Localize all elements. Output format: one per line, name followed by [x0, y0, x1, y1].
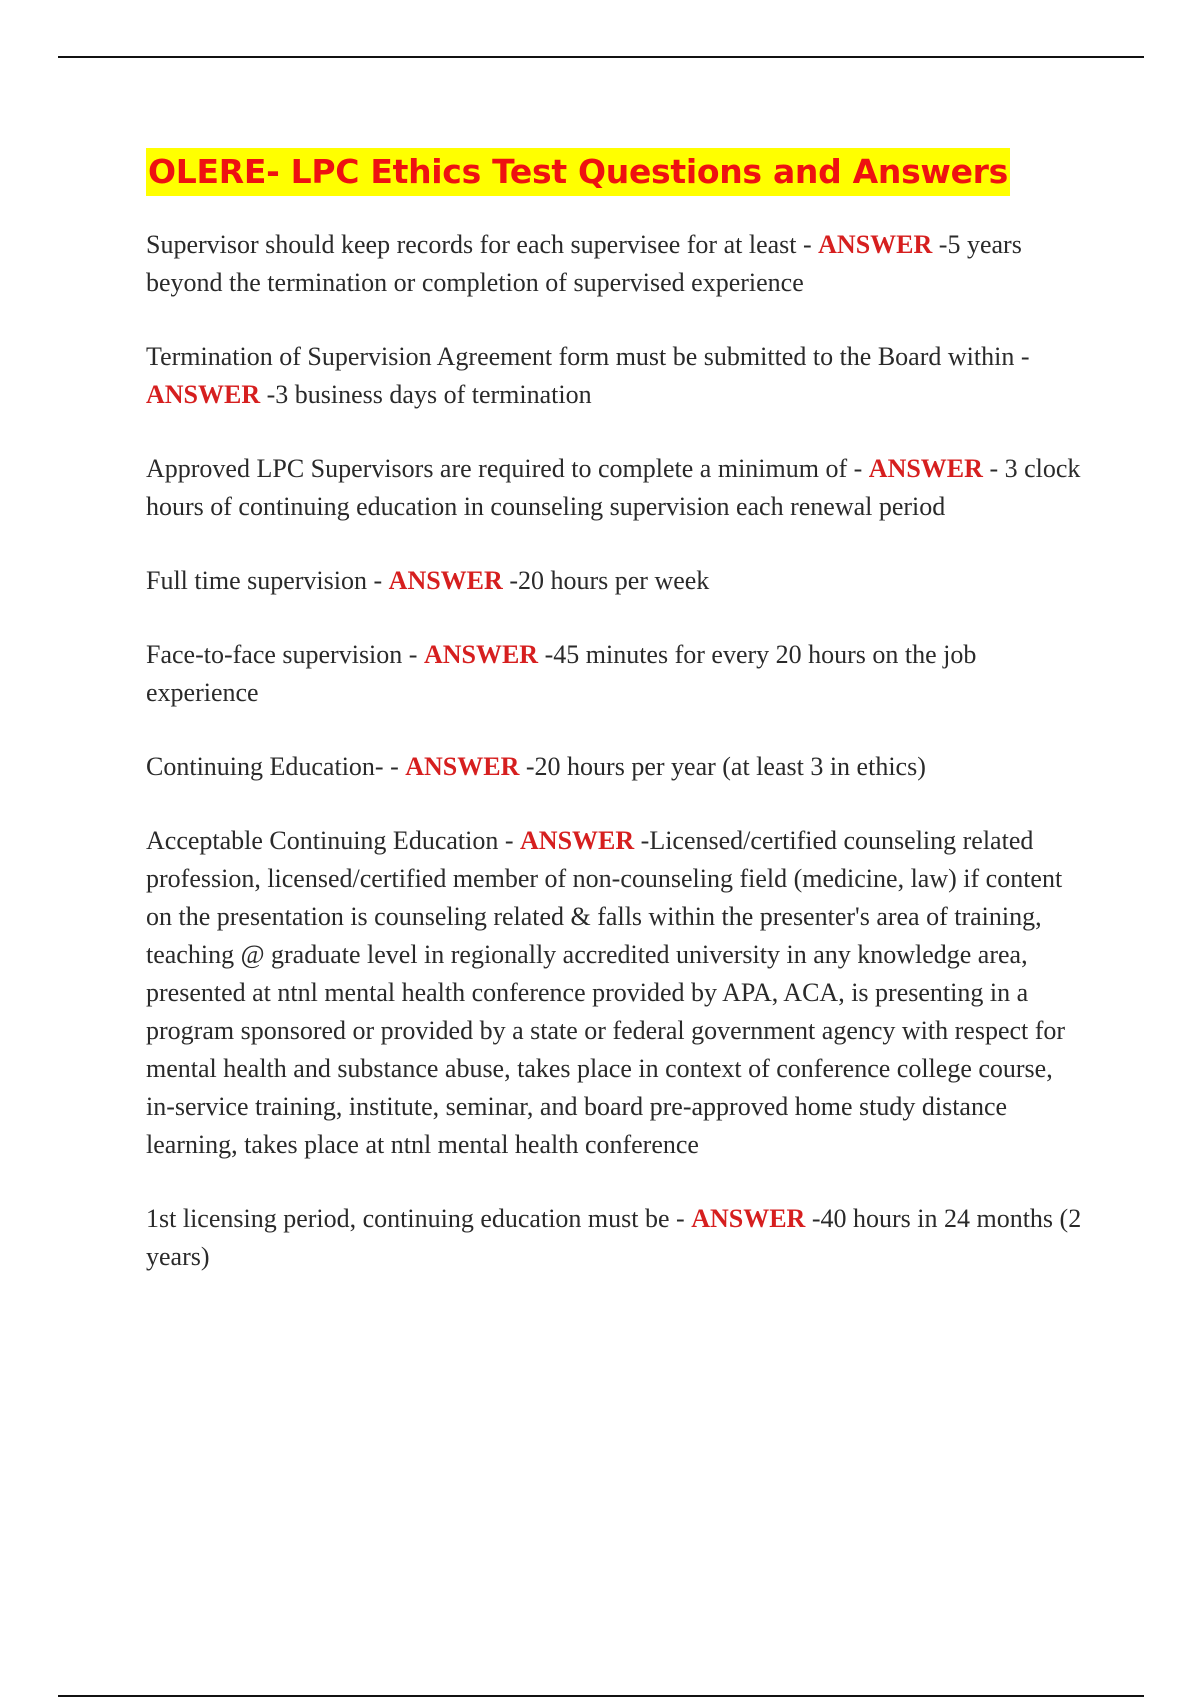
top-divider [58, 56, 1144, 58]
answer-label: ANSWER [146, 380, 261, 409]
answer-text: -20 hours per week [502, 566, 710, 595]
question-text: Continuing Education- - [146, 752, 406, 781]
question-text: 1st licensing period, continuing education must be - [146, 1204, 692, 1233]
answer-label: ANSWER [520, 826, 635, 855]
answer-label: ANSWER [388, 566, 503, 595]
question-text: Termination of Supervision Agreement form must be submitted to the Board within - [146, 342, 1030, 371]
answer-label: ANSWER [691, 1204, 806, 1233]
answer-label: ANSWER [423, 640, 539, 669]
document-body [146, 148, 1086, 1312]
qa-item [146, 562, 1086, 600]
qa-item [146, 1200, 1086, 1276]
qa-item [146, 636, 1086, 712]
qa-item [146, 748, 1086, 786]
answer-label: ANSWER [405, 752, 520, 781]
question-text: Approved LPC Supervisors are required to complete a minimum of - [146, 454, 869, 483]
answer-label: ANSWER [818, 230, 933, 259]
document-title: OLERE- LPC Ethics Test Questions and Answers [146, 148, 1010, 196]
answer-text: -3 business days of termination [260, 380, 592, 409]
answer-text: -40 hours in 24 months (2 years) [146, 1204, 1082, 1271]
qa-item [146, 822, 1086, 1164]
question-text: Acceptable Continuing Education - [146, 826, 521, 855]
answer-text: -45 minutes for every 20 hours on the job experience [146, 640, 977, 707]
answer-text: -20 hours per year (at least 3 in ethics) [519, 752, 926, 781]
qa-item [146, 450, 1086, 526]
answer-text: -5 years beyond the termination or completion of supervised experience [146, 230, 1022, 297]
qa-item [146, 338, 1086, 414]
answer-label: ANSWER [868, 454, 983, 483]
bottom-divider [58, 1695, 1144, 1697]
question-text: Face-to-face supervision - [146, 640, 424, 669]
question-text: Full time supervision - [146, 566, 389, 595]
answer-text: -Licensed/certified counseling related profession, licensed/certified member of non-counseling field (medicine, law) if content on the presentation is counseling related & falls within the presenter's area of training, teaching @ graduate level in regionally accredited university in any knowledge area, presented at ntnl mental health conference provided by APA, ACA, is presenting in a program sponsored or provided by a state or federal government agency with respect for mental health and substance abuse, takes place in context of conference college course, in-service training, institute, seminar, and board pre-approved home study distance learning, takes place at ntnl mental health conference [146, 826, 1066, 1159]
qa-item [146, 226, 1086, 302]
answer-text: - 3 clock hours of continuing education in counseling supervision each renewal period [146, 454, 1081, 521]
question-text: Supervisor should keep records for each supervisee for at least - [146, 230, 819, 259]
